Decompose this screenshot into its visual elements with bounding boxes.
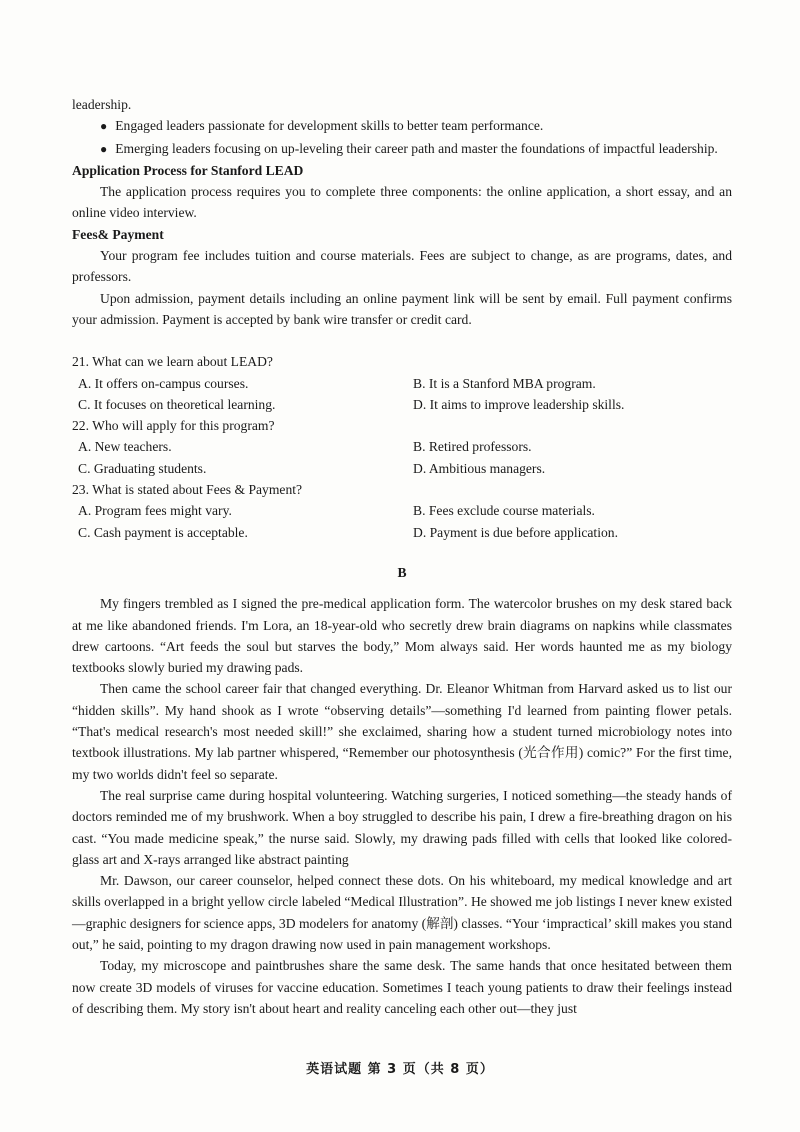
option-b: B. It is a Stanford MBA program. — [413, 375, 596, 391]
leadership-tail: leadership. — [72, 97, 132, 112]
bullet-item-2 — [72, 138, 732, 160]
fees-heading: Fees& Payment — [72, 226, 164, 242]
bullet-text: Emerging leaders focusing on up-leveling their career path and master the foundations of impactful leadership. — [115, 140, 718, 156]
story-paragraph-3: The real surprise came during hospital volunteering. Watching surgeries, I noticed something—the steady hands of doctors reminded me of my brushwork. When a boy struggled to describe his pain, I drew a fire-breathing dragon on his cast. “You made medicine speak,” the nurse said. Slowly, my drawing pads filled with cells that looked like colored-glass art and X-rays arranged like abstract painting — [72, 787, 732, 867]
application-heading: Application Process for Stanford LEAD — [72, 162, 304, 178]
option-a: A. New teachers. — [78, 439, 172, 455]
story-paragraph-5: Today, my microscope and paintbrushes share the same desk. The same hands that once hesitated between them now create 3D models of viruses for vaccine education. Sometimes I teach young patients to draw their feelings instead of describing them. My story isn't about heart and reality canceling each other out—they just — [72, 958, 732, 1016]
bullet-icon: ● — [100, 119, 108, 134]
section-b-label: B — [397, 564, 407, 580]
question-21 — [72, 351, 732, 415]
option-b: B. Fees exclude course materials. — [413, 503, 595, 519]
story-paragraph-4: Mr. Dawson, our career counselor, helped connect these dots. On his whiteboard, my medical knowledge and art skills overlapped in a bright yellow circle labeled “Medical Illustration”. He showed me job listings I never knew existed—graphic designers for science apps, 3D modelers for anatomy (解剖) classes. “Your ‘impractical’ skill makes you stand out,” he said, pointing to my dragon drawing now used in pain management workshops. — [72, 873, 732, 952]
bullet-item-1 — [72, 115, 732, 137]
story-paragraph-2: Then came the school career fair that changed everything. Dr. Eleanor Whitman from Harvard asked us to list our “hidden skills”. My hand shook as I wrote “observing details”—something I'd learned from painting flower petals. “That's medical research's most needed skill!” she exclaimed, sharing how a student turned microbiology notes into textbook illustrations. My lab partner whispered, “Remember our photosynthesis (光合作用) comic?” For the first time, my two worlds didn't feel so separate. — [72, 681, 732, 782]
option-d: D. Payment is due before application. — [413, 524, 618, 540]
option-d: D. Ambitious managers. — [413, 460, 546, 476]
question-stem: 21. What can we learn about LEAD? — [72, 354, 273, 370]
question-23 — [72, 479, 732, 543]
option-a: A. Program fees might vary. — [78, 503, 232, 519]
fees-paragraph-1: Your program fee includes tuition and course materials. Fees are subject to change, as are programs, dates, and professors. — [72, 248, 732, 285]
option-d: D. It aims to improve leadership skills. — [413, 396, 625, 412]
fees-paragraph-2: Upon admission, payment details including an online payment link will be sent by email. Full payment confirms your admission. Payment is accepted by bank wire transfer or credit card. — [72, 290, 732, 327]
option-a: A. It offers on-campus courses. — [78, 375, 249, 391]
page-footer: 英语试题 第 3 页（共 8 页） — [306, 1062, 494, 1077]
bullet-icon: ● — [100, 141, 108, 156]
story-paragraph-1: My fingers trembled as I signed the pre-medical application form. The watercolor brushes on my desk stared back at me like abandoned friends. I'm Lora, an 18-year-old who secretly drew brain diagrams on napkins while classmates drew cartoons. “Art feeds the soul but starves the body,” Mom always said. Her words haunted me as my biology textbooks slowly buried my drawing pads. — [72, 596, 732, 676]
question-stem: 23. What is stated about Fees & Payment? — [72, 482, 303, 498]
question-stem: 22. Who will apply for this program? — [72, 418, 275, 434]
option-b: B. Retired professors. — [413, 439, 532, 455]
option-c: C. Graduating students. — [78, 460, 207, 476]
question-22 — [72, 415, 732, 479]
bullet-text: Engaged leaders passionate for development skills to better team performance. — [115, 118, 544, 134]
application-text: The application process requires you to complete three components: the online application, a short essay, and an online video interview. — [72, 184, 732, 221]
option-c: C. Cash payment is acceptable. — [78, 524, 248, 540]
option-c: C. It focuses on theoretical learning. — [78, 396, 276, 412]
page-content — [72, 94, 732, 1019]
